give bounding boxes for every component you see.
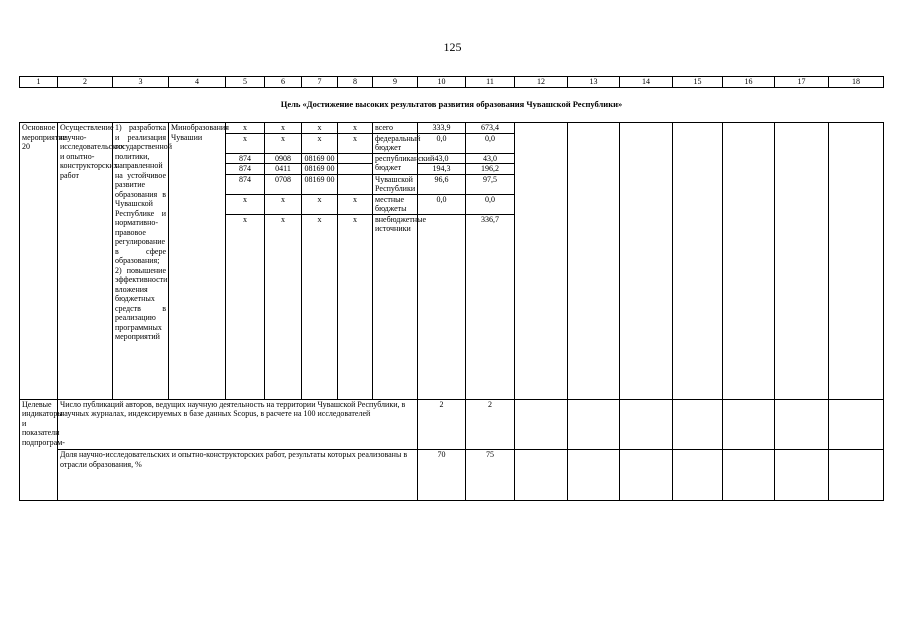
header-col-6: 6 [265, 77, 302, 88]
goal-row [20, 88, 884, 123]
program-table [19, 76, 884, 501]
cell-csr: x [302, 194, 338, 214]
cell-vr: x [338, 133, 373, 153]
header-col-15: 15 [673, 77, 723, 88]
cell-value-10: 43,0 [418, 153, 466, 164]
cell-grbs: x [226, 214, 265, 399]
header-row [20, 77, 884, 88]
cell-grbs: x [226, 133, 265, 153]
cell-rz-pr: x [265, 214, 302, 399]
cell-value-11: 196,2 [466, 164, 515, 175]
cell-vr: x [338, 123, 373, 134]
cell-source: республиканский бюджет [373, 153, 418, 174]
cell-value-11: 0,0 [466, 194, 515, 214]
header-col-12: 12 [515, 77, 568, 88]
header-col-7: 7 [302, 77, 338, 88]
header-col-2: 2 [58, 77, 113, 88]
cell-rz-pr: 0708 [265, 174, 302, 194]
indicator-value-11: 75 [466, 450, 515, 501]
cell-value-10: 0,0 [418, 194, 466, 214]
table-row [20, 123, 884, 134]
cell-rz-pr: 0908 [265, 153, 302, 164]
event-number: Основное мероприятие 20 [20, 123, 58, 400]
cell-value-10: 96,6 [418, 174, 466, 194]
header-col-3: 3 [113, 77, 169, 88]
event-tasks: 1) разработка и реализация государственной политики, направленной на устойчивое развитие образования в Чувашской Республике и нормативно-правовое регулирование в сфере образования; 2) повышение эффективности вложения бюджетных средств в реализацию программных мероприятий [113, 123, 169, 400]
indicator-value-10: 70 [418, 450, 466, 501]
cell-grbs: 874 [226, 174, 265, 194]
cell-value-11: 336,7 [466, 214, 515, 399]
cell-grbs: x [226, 123, 265, 134]
cell-vr [338, 153, 373, 164]
indicator-value-10: 2 [418, 399, 466, 450]
header-col-18: 18 [829, 77, 884, 88]
header-col-5: 5 [226, 77, 265, 88]
cell-rz-pr: x [265, 133, 302, 153]
cell-csr: 08169 00 [302, 153, 338, 164]
cell-csr: x [302, 123, 338, 134]
cell-source: федеральный бюджет [373, 133, 418, 153]
page-number: 125 [443, 40, 462, 54]
header-col-9: 9 [373, 77, 418, 88]
cell-value-10 [418, 214, 466, 399]
cell-grbs: 874 [226, 153, 265, 164]
cell-vr: x [338, 194, 373, 214]
cell-rz-pr: 0411 [265, 164, 302, 175]
header-col-10: 10 [418, 77, 466, 88]
header-col-13: 13 [568, 77, 620, 88]
cell-value-10: 0,0 [418, 133, 466, 153]
indicator-row [20, 450, 884, 501]
cell-vr [338, 164, 373, 175]
event-name: Осуществление научно-исследовательских и опытно-конструкторских работ [58, 123, 113, 400]
cell-csr: 08169 00 [302, 174, 338, 194]
cell-csr: x [302, 133, 338, 153]
cell-csr: 08169 00 [302, 164, 338, 175]
cell-value-11: 43,0 [466, 153, 515, 164]
cell-value-11: 97,5 [466, 174, 515, 194]
header-col-14: 14 [620, 77, 673, 88]
cell-source: внебюджетные источники [373, 214, 418, 399]
indicator-text: Доля научно-исследовательских и опытно-конструкторских работ, результаты которых реализованы в отрасли образования, % [58, 450, 418, 501]
cell-vr [338, 174, 373, 194]
cell-value-11: 673,4 [466, 123, 515, 134]
indicator-row [20, 399, 884, 450]
cell-source: всего [373, 123, 418, 134]
cell-source: местные бюджеты [373, 194, 418, 214]
cell-value-11: 0,0 [466, 133, 515, 153]
cell-value-10: 333,9 [418, 123, 466, 134]
cell-vr: x [338, 214, 373, 399]
indicator-text: Число публикаций авторов, ведущих научную деятельность на территории Чувашской Республики, в научных журналах, индексируемых в базе данных Scopus, в расчете на 100 исследователей [58, 399, 418, 450]
cell-rz-pr: x [265, 194, 302, 214]
cell-grbs: 874 [226, 164, 265, 175]
cell-csr: x [302, 214, 338, 399]
header-col-16: 16 [723, 77, 775, 88]
event-executor: Минобразования Чувашии [169, 123, 226, 400]
indicator-value-11: 2 [466, 399, 515, 450]
indicators-label: Целевые индикаторы и показатели подпрограм- [20, 399, 58, 500]
header-col-17: 17 [775, 77, 829, 88]
cell-grbs: x [226, 194, 265, 214]
header-col-4: 4 [169, 77, 226, 88]
header-col-8: 8 [338, 77, 373, 88]
header-col-1: 1 [20, 77, 58, 88]
cell-source: Чувашской Республики [373, 174, 418, 194]
cell-value-10: 194,3 [418, 164, 466, 175]
goal-title: Цель «Достижение высоких результатов развития образования Чувашской Республики» [20, 88, 884, 123]
header-col-11: 11 [466, 77, 515, 88]
cell-rz-pr: x [265, 123, 302, 134]
